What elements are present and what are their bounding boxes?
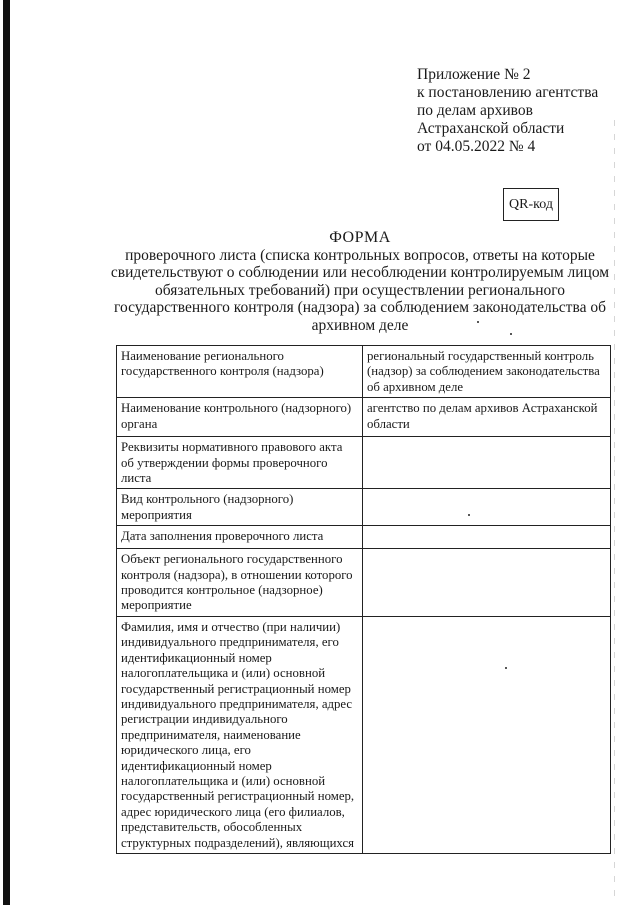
form-title [110, 229, 610, 335]
attachment-line: к постановлению агентства [417, 84, 599, 101]
attachment-line: по делам архивов [417, 102, 533, 119]
attachment-line: от 04.05.2022 № 4 [417, 138, 536, 155]
table-row [117, 489, 611, 526]
row-label: Наименование контрольного (надзорного) органа [117, 398, 363, 437]
row-label: Наименование регионального государственного контроля (надзора) [117, 346, 363, 398]
row-value [363, 549, 611, 617]
table-row [117, 549, 611, 617]
form-title-line: свидетельствуют о соблюдении или несоблюдении контролируемым лицом [110, 264, 610, 282]
form-title-line: государственного контроля (надзора) за соблюдением законодательства об [114, 299, 606, 317]
scan-edge-line [614, 120, 615, 900]
table-row [117, 437, 611, 489]
attachment-line: Приложение № 2 [417, 66, 531, 83]
table-row [117, 398, 611, 437]
table-row [117, 346, 611, 398]
row-value: агентство по делам архивов Астраханской области [363, 398, 611, 437]
row-label: Вид контрольного (надзорного) мероприятия [117, 489, 363, 526]
qr-code-placeholder: QR-код [503, 188, 559, 221]
form-title-line: архивном деле [311, 316, 409, 334]
table-row [117, 526, 611, 549]
row-value [363, 437, 611, 489]
row-value: региональный государственный контроль (надзор) за соблюдением законодательства об архивном деле [363, 346, 611, 398]
row-label: Фамилия, имя и отчество (при наличии) индивидуального предпринимателя, его идентификационный номер налогоплательщика и (или) основной государственный регистрационный номер индивидуального предпринимателя, адрес регистрации индивидуального предпринимателя, наименование юридического лица, его идентификационный номер налогоплательщика и (или) основной государственный регистрационный номер, адрес юридического лица (его филиалов, представительств, обособленных структурных подразделений), являющихся [117, 616, 363, 853]
row-label: Объект регионального государственного контроля (надзора), в отношении которого проводится контрольное (надзорное) мероприятие [117, 549, 363, 617]
scan-edge-bar [3, 0, 10, 905]
row-value [363, 526, 611, 549]
checklist-table [116, 345, 611, 854]
form-title-line: обязательных требований) при осуществлении регионального [155, 281, 565, 299]
attachment-line: Астраханской области [417, 120, 565, 137]
row-value [363, 616, 611, 853]
form-title-line: проверочного листа (списка контрольных вопросов, ответы на которые [125, 246, 595, 264]
row-label: Реквизиты нормативного правового акта об утверждении формы проверочного листа [117, 437, 363, 489]
table-row [117, 616, 611, 853]
attachment-block [417, 66, 617, 156]
row-label: Дата заполнения проверочного листа [117, 526, 363, 549]
row-value [363, 489, 611, 526]
form-heading: ФОРМА [329, 229, 391, 246]
